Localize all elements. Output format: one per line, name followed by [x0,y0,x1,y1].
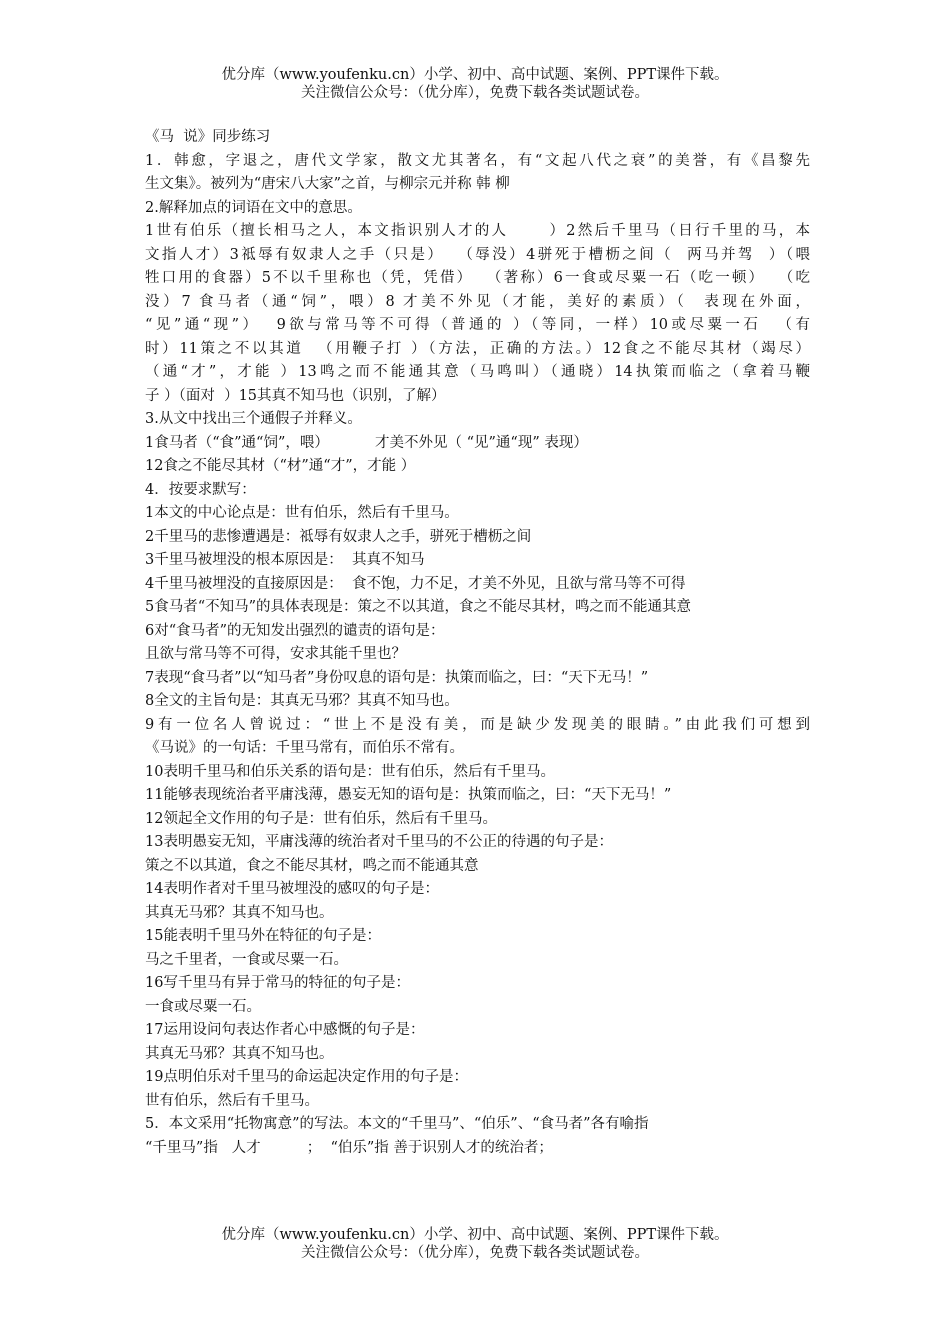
text-line: 12领起全文作用的句子是：世有伯乐，然后有千里马。 [145,810,497,827]
text-line: 子 ）（面对 ）15其真不知马也（识别，了解） [145,387,446,404]
text-line: 4千里马被埋没的直接原因是： 食不饱，力不足，才美不外见，且欲与常马等不可得 [145,575,686,592]
text-line: 1本文的中心论点是：世有伯乐，然后有千里马。 [145,505,459,521]
text-line: 其真无马邪？其真不知马也。 [145,904,334,921]
page-header [0,66,950,102]
text-line: 且欲与常马等不可得，安求其能千里也？ [145,646,406,662]
text-line: 《马 说》同步练习 [145,129,271,145]
text-line: 13表明愚妄无知，平庸浅薄的统治者对千里马的不公正的待遇的句子是： [145,834,613,850]
text-line: 10表明千里马和伯乐关系的语句是：世有伯乐，然后有千里马。 [145,763,555,780]
text-line: 生文集》。被列为“唐宋八大家”之首，与柳宗元并称 韩 柳 [145,176,510,192]
text-line: 9有一位名人曾说过：“世上不是没有美，而是缺少发现美的眼睛。”由此我们可想到 [145,716,810,733]
text-line: 7表现“食马者”以“知马者”身份叹息的语句是：执策而临之，曰：“天下无马！” [145,669,649,686]
text-line: 其真无马邪？其真不知马也。 [145,1045,334,1062]
header-line-2: 关注微信公众号：（优分库），免费下载各类试题试卷。 [301,85,649,101]
text-line: 策之不以其道，食之不能尽其材，鸣之而不能通其意 [145,857,479,874]
text-line: 1食马者（“食”通“饲”，喂） 才美不外见（ “见”通“现” 表现） [145,434,588,451]
text-line: 世有伯乐，然后有千里马。 [145,1092,319,1109]
footer-line-2: 关注微信公众号：（优分库），免费下载各类试题试卷。 [301,1245,649,1261]
text-line: 3.从文中找出三个通假子并释义。 [145,411,362,427]
text-line: 1世有伯乐（擅长相马之人，本文指识别人才的人 ）2然后千里马（日行千里的马，本 [145,223,810,239]
text-line: 时）11策之不以其道 （用鞭子打 ）（方法，正确的方法。）12食之不能尽其材（竭尽） [145,340,810,357]
document-body [145,126,810,1160]
text-line: 马之千里者，一食或尽粟一石。 [145,951,348,968]
page-footer [0,1226,950,1262]
text-line: 5．本文采用“托物寓意”的写法。本文的“千里马”、“伯乐”、“食马者”各有喻指 [145,1116,649,1132]
text-line: 牲口用的食器）5不以千里称也（凭，凭借） （著称）6一食或尽粟一石（吃一顿） （吃 [145,270,810,286]
text-line: 一食或尽粟一石。 [145,998,261,1015]
text-line: 2千里马的悲惨遭遇是：祗辱有奴隶人之手，骈死于槽枥之间 [145,528,532,545]
text-line: 16写千里马有异于常马的特征的句子是： [145,975,410,991]
text-line: 没）7 食马者（通“饲”，喂）8 才美不外见（才能，美好的素质）（ 表现在外面， [145,293,810,310]
text-line: 5食马者“不知马”的具体表现是：策之不以其道，食之不能尽其材，鸣之而不能通其意 [145,599,692,615]
text-line: “千里马”指 人才 ； “伯乐”指 善于识别人才的统治者； [145,1139,553,1156]
text-line: 1．韩愈，字退之，唐代文学家，散文尤其著名，有“文起八代之衰”的美誉，有《昌黎先 [145,152,810,169]
text-line: 《马说》的一句话：千里马常有，而伯乐不常有。 [145,740,464,756]
text-line: 文指人才）3祗辱有奴隶人之手（只是） （辱没）4骈死于槽枥之间（ 两马并驾 ）（喂 [145,246,810,263]
text-line: “见”通“现”） 9欲与常马等不可得（普通的 ）（等同，一样）10或尽粟一石 （有 [145,317,810,333]
text-line: 15能表明千里马外在特征的句子是： [145,928,381,944]
text-line: 2.解释加点的词语在文中的意思。 [145,199,362,216]
text-line: 11能够表现统治者平庸浅薄，愚妄无知的语句是：执策而临之，曰：“天下无马！” [145,787,672,803]
text-line: 3千里马被埋没的根本原因是： 其真不知马 [145,552,425,568]
header-line-1: 优分库（www.youfenku.cn）小学、初中、高中试题、案例、PPT课件下载。 [221,67,729,83]
text-line: 6对“食马者”的无知发出强烈的谴责的语句是： [145,622,445,639]
text-line: 14表明作者对千里马被埋没的感叹的句子是： [145,881,439,897]
text-line: 12食之不能尽其材（“材”通“才”，才能 ） [145,458,416,474]
text-line: （通“才”，才能 ）13鸣之而不能通其意（马鸣叫）（通晓）14执策而临之（拿着马鞭 [145,364,810,380]
text-line: 8全文的主旨句是：其真无马邪？其真不知马也。 [145,693,459,709]
footer-line-1: 优分库（www.youfenku.cn）小学、初中、高中试题、案例、PPT课件下载。 [221,1227,729,1243]
text-line: 17运用设问句表达作者心中感慨的句子是： [145,1022,425,1038]
text-line: 4．按要求默写： [145,481,256,498]
text-line: 19点明伯乐对千里马的命运起决定作用的句子是： [145,1069,468,1085]
